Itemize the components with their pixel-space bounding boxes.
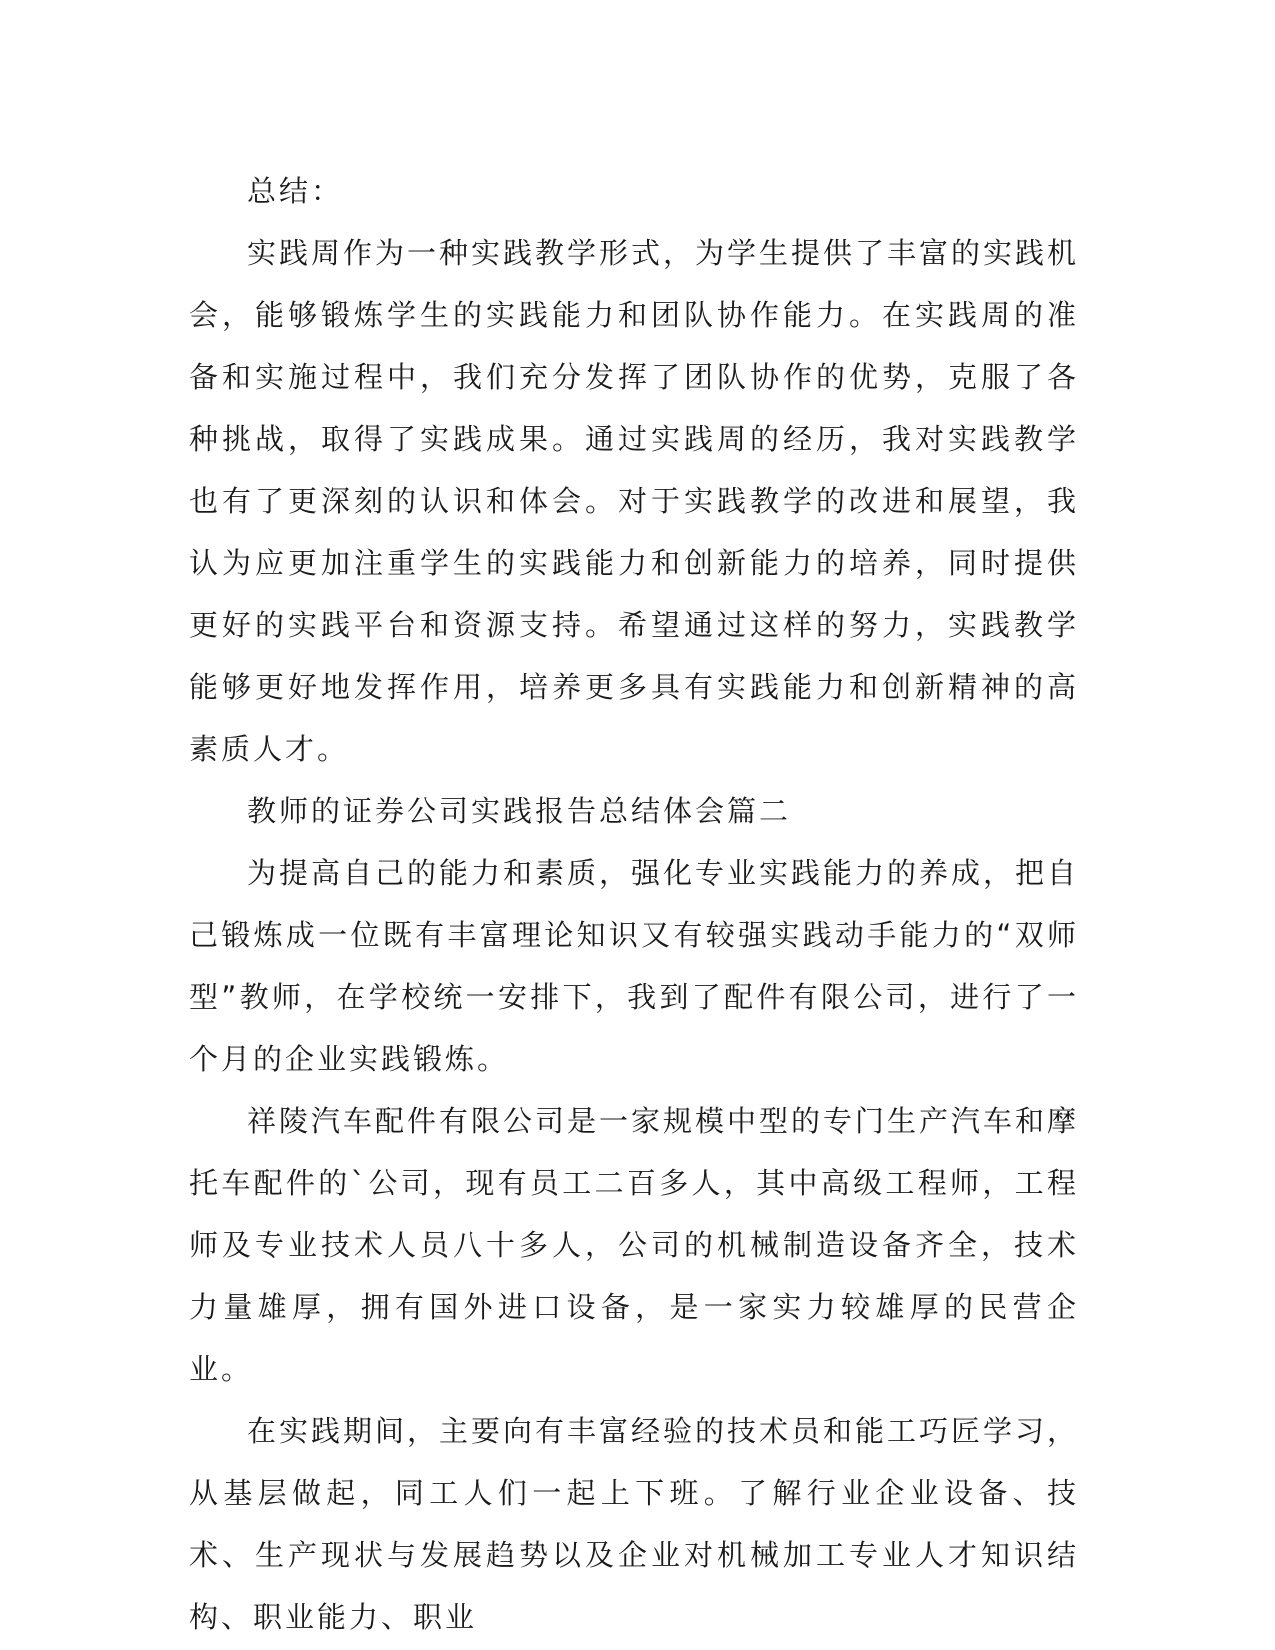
section-title: 教师的证券公司实践报告总结体会篇二	[247, 794, 792, 828]
intro-paragraph: 为提高自己的能力和素质，强化专业实践能力的养成，把自己锻炼成一位既有丰富理论知识又有较强实践动手能力的“双师型”教师，在学校统一安排下，我到了配件有限公司，进行了一个月的企业实践锻炼。	[189, 856, 1080, 1076]
summary-heading: 总结：	[247, 174, 344, 208]
summary-paragraph: 实践周作为一种实践教学形式，为学生提供了丰富的实践机会，能够锻炼学生的实践能力和团队协作能力。在实践周的准备和实施过程中，我们充分发挥了团队协作的优势，克服了各种挑战，取得了实践成果。通过实践周的经历，我对实践教学也有了更深刻的认识和体会。对于实践教学的改进和展望，我认为应更加注重学生的实践能力和创新能力的培养，同时提供更好的实践平台和资源支持。希望通过这样的努力，实践教学能够更好地发挥作用，培养更多具有实践能力和创新精神的高素质人才。	[189, 236, 1080, 766]
practice-paragraph: 在实践期间，主要向有丰富经验的技术员和能工巧匠学习，从基层做起，同工人们一起上下班。了解行业企业设备、技术、生产现状与发展趋势以及企业对机械加工专业人才知识结构、职业能力、职业	[189, 1414, 1080, 1634]
document-body	[189, 160, 1079, 1648]
company-paragraph: 祥陵汽车配件有限公司是一家规模中型的专门生产汽车和摩托车配件的`公司，现有员工二百多人，其中高级工程师，工程师及专业技术人员八十多人，公司的机械制造设备齐全，技术力量雄厚，拥有国外进口设备，是一家实力较雄厚的民营企业。	[189, 1104, 1080, 1386]
